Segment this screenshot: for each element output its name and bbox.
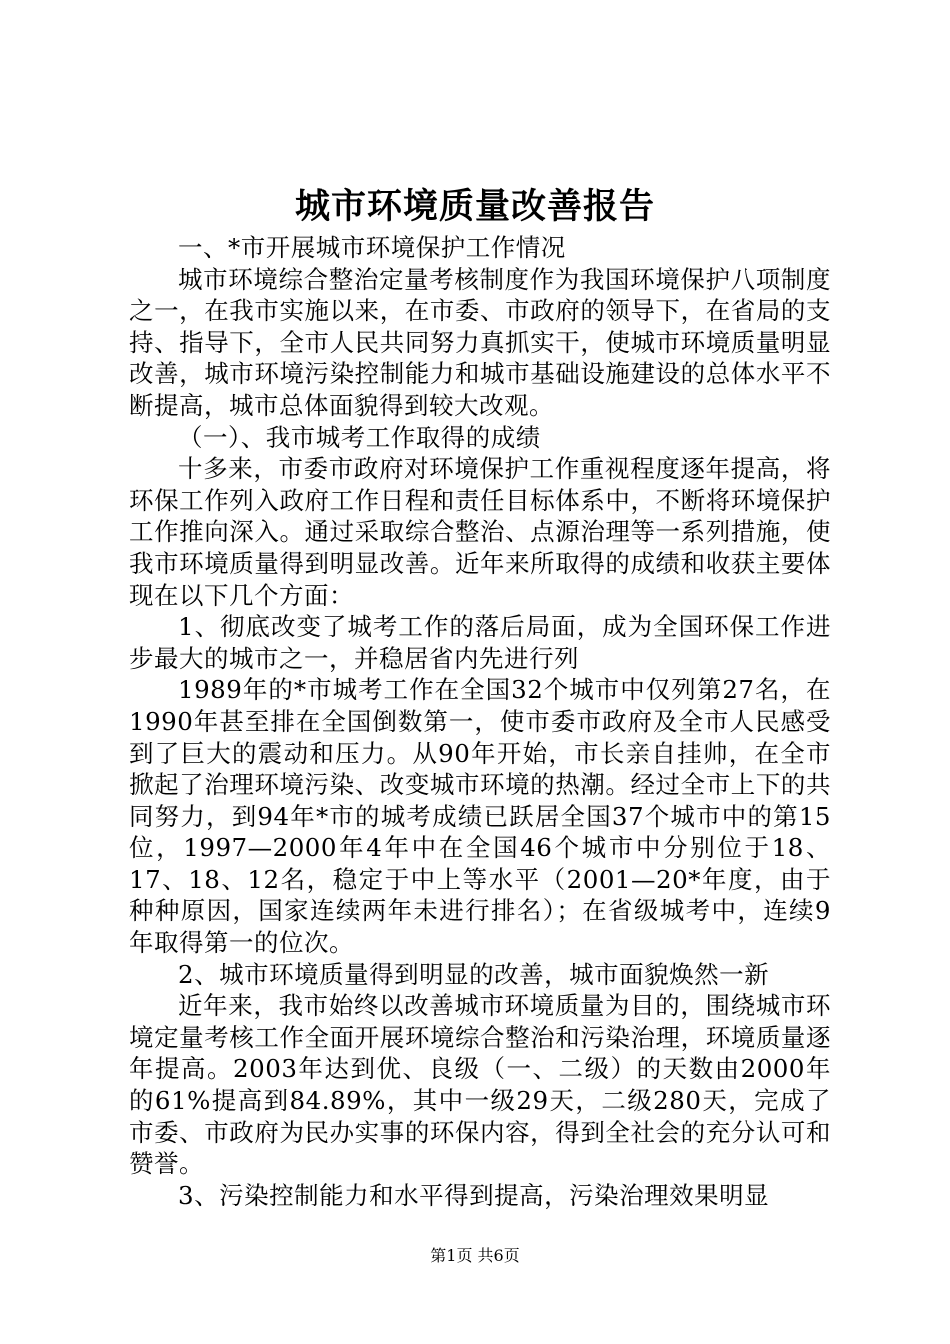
document-body bbox=[129, 232, 831, 1211]
body-paragraph: 十多来，市委市政府对环境保护工作重视程度逐年提高，将环保工作列入政府工作日程和责任目标体系中，不断将环境保护工作推向深入。通过采取综合整治、点源治理等一系列措施，使我市环境质量得到明显改善。近年来所取得的成绩和收获主要体现在以下几个方面： bbox=[129, 454, 831, 610]
page-footer: 第1页 共6页 bbox=[430, 1246, 520, 1265]
numbered-heading: 1、彻底改变了城考工作的落后局面，成为全国环保工作进步最大的城市之一，并稳居省内先进行列 bbox=[129, 612, 831, 673]
body-paragraph: 1989年的*市城考工作在全国32个城市中仅列第27名，在1990年甚至排在全国倒数第一，使市委市政府及全市人民感受到了巨大的震动和压力。从90年开始，市长亲自挂帅，在全市掀起了治理环境污染、改变城市环境的热潮。经过全市上下的共同努力，到94年*市的城考成绩已跃居全国37个城市中的第15位，1997—2000年4年中在全国46个城市中分别位于18、17、18、12名，稳定于中上等水平（2001—20*年度，由于种种原因，国家连续两年未进行排名）；在省级城考中，连续9年取得第一的位次。 bbox=[129, 675, 831, 958]
body-paragraph: 近年来，我市始终以改善城市环境质量为目的，围绕城市环境定量考核工作全面开展环境综合整治和污染治理，环境质量逐年提高。2003年达到优、良级（一、二级）的天数由2000年的61%提高到84.89%，其中一级29天，二级280天，完成了市委、市政府为民办实事的环保内容，得到全社会的充分认可和赞誉。 bbox=[129, 991, 831, 1179]
document-title: 城市环境质量改善报告 bbox=[294, 186, 655, 227]
body-paragraph: 城市环境综合整治定量考核制度作为我国环境保护八项制度之一，在我市实施以来，在市委、市政府的领导下，在省局的支持、指导下，全市人民共同努力真抓实干，使城市环境质量明显改善，城市环境污染控制能力和城市基础设施建设的总体水平不断提高，城市总体面貌得到较大改观。 bbox=[129, 264, 831, 420]
numbered-heading: 3、污染控制能力和水平得到提高，污染治理效果明显 bbox=[178, 1180, 770, 1210]
numbered-heading: 2、城市环境质量得到明显的改善，城市面貌焕然一新 bbox=[178, 959, 770, 989]
subsection-heading: （一）、我市城考工作取得的成绩 bbox=[178, 422, 541, 452]
section-heading: 一、*市开展城市环境保护工作情况 bbox=[178, 233, 566, 262]
